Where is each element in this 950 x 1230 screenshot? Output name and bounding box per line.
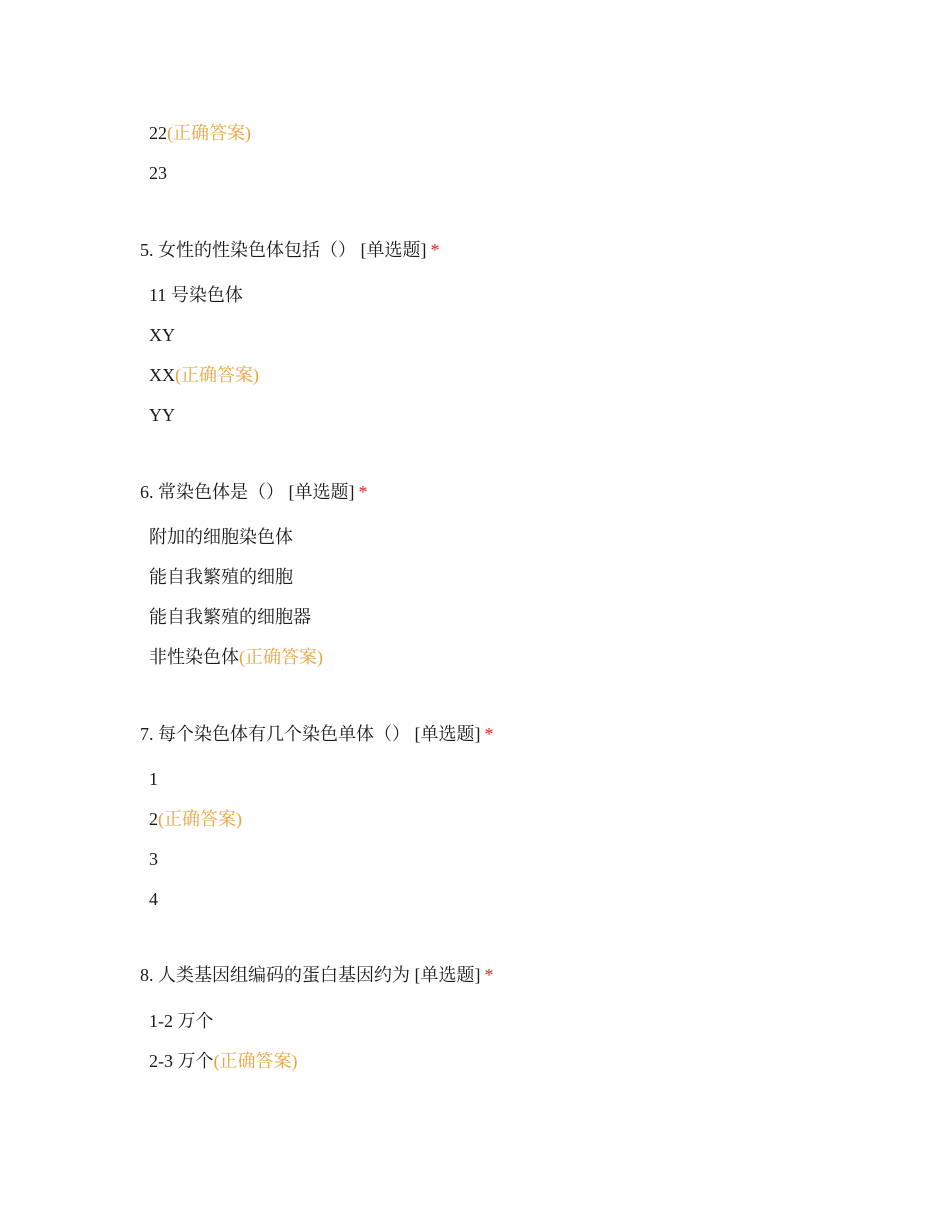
option-text: 能自我繁殖的细胞 xyxy=(149,567,293,587)
q6-option-4 xyxy=(149,645,323,669)
q8-option-2 xyxy=(149,1049,298,1073)
option-text: 4 xyxy=(149,889,158,909)
q7-option-1 xyxy=(149,767,158,791)
option-text: 22 xyxy=(149,123,167,143)
question-8-title xyxy=(140,963,494,987)
option-text: 能自我繁殖的细胞器 xyxy=(149,607,311,627)
q6-option-3 xyxy=(149,605,311,629)
option-text: 非性染色体 xyxy=(149,647,239,667)
correct-answer-marker: (正确答案) xyxy=(213,1051,298,1071)
required-marker: * xyxy=(484,965,494,985)
option-text: 2-3 万个 xyxy=(149,1051,214,1071)
q7-option-3 xyxy=(149,847,158,871)
question-7-title xyxy=(140,722,494,746)
q5-option-2 xyxy=(149,323,175,347)
option-text: 23 xyxy=(149,163,167,183)
q5-option-4 xyxy=(149,403,175,427)
question-6-title xyxy=(140,480,368,504)
option-text: 3 xyxy=(149,849,158,869)
question-text: 8. 人类基因组编码的蛋白基因约为 [单选题] xyxy=(140,965,481,985)
q6-option-1 xyxy=(149,525,293,549)
option-text: 1 xyxy=(149,769,158,789)
q5-option-3 xyxy=(149,363,259,387)
question-5-title xyxy=(140,238,440,262)
required-marker: * xyxy=(484,724,494,744)
option-text: 附加的细胞染色体 xyxy=(149,527,293,547)
correct-answer-marker: (正确答案) xyxy=(239,647,323,667)
q4-option-2 xyxy=(149,161,167,185)
option-text: XX xyxy=(149,365,175,385)
correct-answer-marker: (正确答案) xyxy=(175,365,259,385)
option-text: 1-2 万个 xyxy=(149,1011,214,1031)
option-text: 2 xyxy=(149,809,158,829)
question-text: 7. 每个染色体有几个染色单体（） [单选题] xyxy=(140,724,481,744)
q5-option-1 xyxy=(149,283,243,307)
q4-option-1 xyxy=(149,121,251,145)
question-text: 6. 常染色体是（） [单选题] xyxy=(140,482,355,502)
q8-option-1 xyxy=(149,1009,214,1033)
option-text: YY xyxy=(149,405,175,425)
required-marker: * xyxy=(430,240,440,260)
q6-option-2 xyxy=(149,565,293,589)
q7-option-4 xyxy=(149,887,158,911)
option-text: 11 号染色体 xyxy=(149,285,243,305)
correct-answer-marker: (正确答案) xyxy=(167,123,251,143)
correct-answer-marker: (正确答案) xyxy=(158,809,242,829)
q7-option-2 xyxy=(149,807,242,831)
question-text: 5. 女性的性染色体包括（） [单选题] xyxy=(140,240,427,260)
required-marker: * xyxy=(358,482,368,502)
option-text: XY xyxy=(149,325,175,345)
